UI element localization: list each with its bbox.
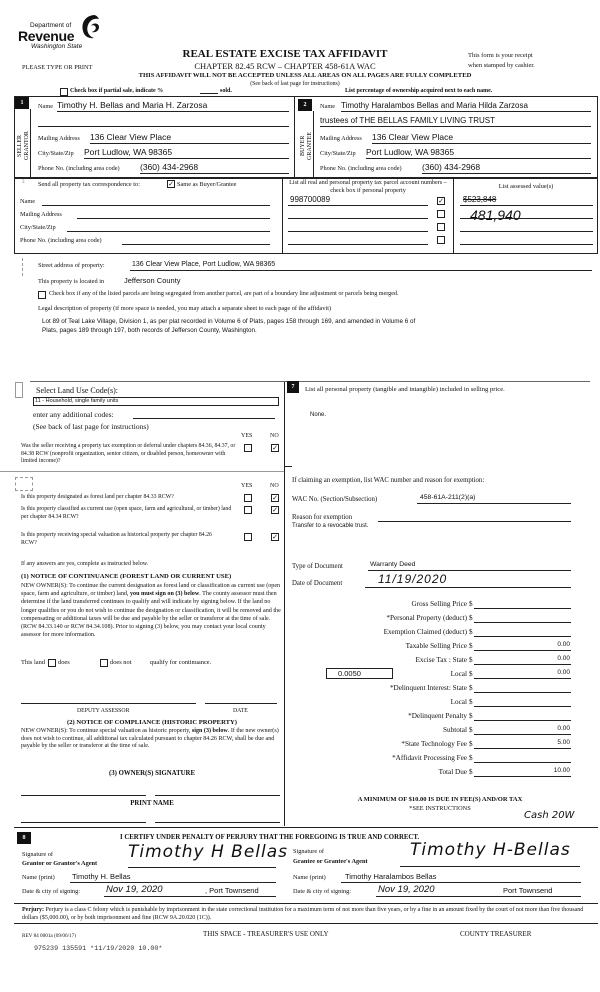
seller-city-label: City/State/Zip: [38, 150, 74, 157]
section-2-badge: 2: [298, 99, 312, 111]
tax-field-tech-fee[interactable]: [474, 748, 571, 749]
section-5-top-rule: [30, 381, 284, 382]
tax-label-affidavit-fee: *Affidavit Processing Fee: [392, 754, 467, 762]
grantor-name-label: Name (print): [22, 874, 55, 881]
parcel-column-divider: [282, 178, 283, 254]
tax-field-exemption[interactable]: [474, 636, 571, 637]
owner-signature-field-2[interactable]: [155, 795, 280, 796]
personal-property-value[interactable]: None.: [310, 412, 327, 418]
section-7-badge: 7: [287, 381, 299, 393]
dor-swirl-logo-icon: [80, 14, 102, 40]
seller-address-label: Mailing Address: [38, 135, 80, 142]
dor-logo: [18, 10, 98, 50]
receipt-stamp: 975239 135591 *11/19/2020 10.00*: [34, 945, 163, 953]
exemption-yes-checkbox[interactable]: [244, 444, 252, 452]
dollar-sign: $: [469, 754, 473, 762]
dollar-sign: $: [469, 600, 473, 608]
reason-line: [378, 521, 571, 522]
print-name-field-2[interactable]: [155, 822, 280, 823]
buyer-phone-label: Phone No. (including area code): [320, 165, 402, 172]
tax-field-affidavit-fee[interactable]: [474, 762, 571, 763]
doc-date-line: [365, 587, 571, 588]
owner-signature-field-1[interactable]: [21, 795, 146, 796]
additional-codes-label: enter any additional codes:: [33, 410, 114, 419]
if-yes-note: If any answers are yes, complete as instructed below.: [21, 561, 149, 567]
local-rate-value: 0.0050: [338, 669, 361, 678]
this-land-label: This land: [21, 659, 45, 666]
partial-sale-label: Check box if partial sale, indicate %: [70, 88, 164, 94]
buyer-name-line: [341, 111, 591, 112]
logo-line2: Revenue: [18, 28, 75, 44]
section-1-badge: 1: [15, 97, 29, 109]
qualify-label: qualify for continuance.: [150, 659, 212, 666]
parcel-account-3[interactable]: [288, 231, 428, 232]
tax-value-taxable: 0.00: [557, 641, 570, 648]
buyer-address-line: [372, 143, 591, 144]
tax-value-tech-fee: 5.00: [557, 739, 570, 746]
additional-codes-field[interactable]: [133, 418, 275, 419]
yes-header-5: YES: [241, 433, 253, 439]
dollar-sign: $: [469, 614, 473, 622]
handwritten-cash-note: Cash 20W: [524, 810, 575, 821]
historic-question: Is this property receiving special valuation as historical property per chapter 84.26 RCW?: [21, 532, 212, 546]
tax-label-subtotal: Subtotal: [443, 726, 467, 734]
section-5-6-right-border: [284, 381, 285, 826]
section-6-margin-box: [15, 477, 33, 491]
county-label: This property is located in: [38, 278, 105, 285]
doc-type-value[interactable]: Warranty Deed: [370, 561, 416, 568]
grantor-date-label: Date & city of signing:: [22, 888, 81, 895]
grantor-name-line: [70, 882, 276, 883]
grantee-label: GRANTEE: [307, 132, 313, 160]
compliance-text-b: . If the new owner(s) does not wish to continue, all additional tax calculated pursuant to chapter 84.26 RCW, shall be due and payable by the seller or transferor at the time of sale.: [21, 728, 279, 750]
continuance-text: [21, 582, 283, 639]
buyer-phone-value[interactable]: (360) 434-2968: [422, 162, 481, 172]
assessed-value-2[interactable]: 481,940: [470, 207, 521, 223]
minimum-due-note: A MINIMUM OF $10.00 IS DUE IN FEE(S) AND/OR TAX: [357, 796, 523, 803]
tax-field-excise-state[interactable]: [474, 664, 571, 665]
dollar-sign: $: [469, 642, 473, 650]
wac-value[interactable]: 458-61A-211(2)(a): [420, 494, 476, 501]
grantee-sig-label-2: Grantee or Grantee's Agent: [293, 858, 368, 865]
dollar-sign: $: [469, 684, 473, 692]
personal-property-label: List all personal property (tangible and intangible) included in selling price.: [305, 386, 505, 393]
logo-line1: Department of: [30, 22, 72, 29]
assessed-line-1: [460, 205, 593, 206]
continuance-bold: you must sign on (3) below: [129, 591, 200, 598]
segregated-label: Check box if any of the listed parcels are being segregated from another parcel, are part of a boundary line adjustment or parcels being merged.: [49, 291, 399, 297]
tax-label-excise-local: Local: [450, 670, 467, 678]
same-as-buyer-checkbox[interactable]: ✓: [168, 180, 174, 188]
parcel-header: List all real and personal property tax parcel account numbers – check box if personal property: [289, 179, 447, 194]
continuance-text-b: . The county assessor must then determine if the land transferred continues to qualify and will indicate by signing below. If the land no longer qualifies or you do not wish to continue the designation or classification, it will be removed and the compensating or additional taxes will be due and payable by the seller or transferor at the time of sale. (RCW 84.33.140 or RCW 84.34.108). Prior to signing (3) below, you may contact your local county assessor for more information.: [21, 591, 281, 639]
dollar-sign: $: [469, 726, 473, 734]
doc-type-line: [368, 570, 571, 571]
legal-label: Legal description of property (if more space is needed, you may attach a separate sheet to each page of the affidavit): [38, 305, 332, 312]
parcel-personal-checkbox-2[interactable]: [437, 210, 445, 218]
form-title: REAL ESTATE EXCISE TAX AFFIDAVIT: [182, 48, 388, 60]
parcel-account-2[interactable]: [288, 218, 428, 219]
buyer-address-value[interactable]: 136 Clear View Place: [372, 132, 454, 142]
continuance-title: (1) NOTICE OF CONTINUANCE (FOREST LAND OR CURRENT USE): [21, 573, 232, 580]
print-name-field-1[interactable]: [21, 822, 146, 823]
parcel-personal-checkbox-4[interactable]: [437, 236, 445, 244]
dollar-sign: $: [469, 628, 473, 636]
correspondence-label: Send all property tax correspondence to:: [38, 181, 140, 188]
grantor-city-value[interactable]: , Port Townsend: [205, 886, 259, 895]
assessed-value-3[interactable]: [460, 231, 593, 232]
correspondence-address-field[interactable]: [77, 218, 270, 219]
buyer-city-line: [366, 158, 591, 159]
correspondence-name-field[interactable]: [42, 205, 270, 206]
seller-phone-line: [140, 173, 289, 174]
continuance-text-a: NEW OWNER(S): To continue the current designation as forest land or classification as current use (open space, farm and agriculture, or timber) land,: [21, 583, 281, 598]
buyer-name-value[interactable]: Timothy Haralambos Bellas and Maria Hilda Zarzosa: [341, 101, 528, 110]
deputy-assessor-label: DEPUTY ASSESSOR: [77, 708, 130, 714]
forest-land-yes-checkbox[interactable]: [244, 494, 252, 502]
grantee-date-line: [376, 896, 581, 897]
grantee-city-value[interactable]: Port Townsend: [503, 886, 553, 895]
exemption-heading: If claiming an exemption, list WAC number and reason for exemption:: [292, 477, 485, 484]
dollar-sign: $: [469, 698, 473, 706]
compliance-bold: sign (3) below: [191, 728, 228, 734]
form-subtitle: CHAPTER 82.45 RCW – CHAPTER 458-61A WAC: [194, 61, 376, 71]
seller-city-line: [84, 158, 289, 159]
exemption-question: Was the seller receiving a property tax exemption or deferral under chapters 84.36, 84.37, or 84.38 RCW (nonprofit organization, senior citizen, or disabled person, homeowner with limited income)?: [21, 443, 236, 464]
street-label: Street address of property:: [38, 262, 105, 269]
receipt-note-2: when stamped by cashier.: [468, 62, 535, 69]
does-label: does: [58, 659, 70, 666]
dollar-sign: $: [469, 740, 473, 748]
legal-description-line1[interactable]: Lot 89 of Teal Lake Village, Division 1, as per plat recorded in Volume 6 of Plats, pages 158 through 169, and amended in Volume 6 of: [42, 318, 416, 325]
grantee-signature-line: [400, 866, 580, 867]
assessed-line-2: [460, 218, 593, 219]
deputy-assessor-signature-field[interactable]: [21, 703, 196, 704]
correspondence-phone-field[interactable]: [122, 244, 270, 245]
tax-label-total: Total Due: [438, 768, 467, 776]
tax-field-taxable[interactable]: [474, 650, 571, 651]
tax-value-excise-local: 0.00: [557, 669, 570, 676]
section-8-top-rule: [14, 827, 598, 828]
perjury-bold: Perjury:: [22, 907, 44, 913]
seller-address-line: [90, 143, 289, 144]
parcel-line-1: [288, 205, 428, 206]
grantor-sig-label-1: Signature of: [22, 851, 53, 858]
street-line: [130, 270, 592, 271]
compliance-text: [21, 728, 283, 751]
buyer-name2-line: [320, 126, 591, 127]
parcel-personal-checkbox-1[interactable]: ✓: [438, 197, 444, 205]
section-divider: [294, 96, 295, 178]
current-use-yes-checkbox[interactable]: [244, 506, 252, 514]
treasurer-space: THIS SPACE - TREASURER'S USE ONLY: [203, 930, 329, 938]
grantee-date-label: Date & city of signing:: [293, 888, 352, 895]
correspondence-address-label: Mailing Address: [20, 211, 62, 218]
no-header-5: NO: [270, 433, 279, 439]
form-revision: REV 84 0001a (09/06/17): [22, 933, 76, 939]
assessor-date-label: DATE: [233, 708, 248, 714]
section-8-badge: 8: [17, 832, 31, 844]
buyer-address-label: Mailing Address: [320, 135, 362, 142]
perjury-bottom-rule: [14, 923, 598, 924]
does-checkbox[interactable]: [48, 659, 56, 667]
grantee-name-label: Name (print): [293, 874, 326, 881]
partial-sale-checkbox[interactable]: [60, 88, 68, 96]
wac-line: [417, 503, 571, 504]
ownership-note: List percentage of ownership acquired next to each name.: [345, 88, 493, 94]
correspondence-city-label: City/State/Zip: [20, 224, 56, 231]
grantor-signature[interactable]: Timothy H Bellas: [128, 842, 289, 862]
doc-type-label: Type of Document: [292, 563, 343, 570]
tax-label-excise-state: Excise Tax : State: [415, 656, 467, 664]
tax-value-total: 10.00: [553, 767, 570, 774]
tax-label-delinq-state: *Delinquent Interest: State: [389, 684, 467, 692]
correspondence-name-label: Name: [20, 198, 36, 205]
partial-sale-percent-field[interactable]: [200, 93, 218, 94]
forest-land-no-checkbox[interactable]: ✓: [272, 494, 278, 502]
historic-no-checkbox[interactable]: ✓: [272, 533, 278, 541]
section-3-badge: 3: [22, 180, 25, 185]
land-use-label: Select Land Use Code(s):: [36, 386, 118, 395]
tax-field-subtotal[interactable]: [474, 734, 571, 735]
tax-field-excise-local[interactable]: [474, 678, 571, 679]
correspondence-phone-label: Phone No. (including area code): [20, 237, 102, 244]
tax-label-tech-fee: *State Technology Fee: [401, 740, 467, 748]
parcel-personal-checkbox-3[interactable]: [437, 223, 445, 231]
parcel-account-1[interactable]: 998700089: [290, 195, 331, 204]
perjury-text: Perjury is a class C felony which is punishable by imprisonment in the state correctional institution for a maximum term of not more than five years, or by a fine in an amount fixed by the court of not more than five thousand dollars ($5,000.00), or by both imprisonment and fine (RCW 9A.20.020 (1C)).: [22, 907, 584, 921]
doc-date-value[interactable]: 11/19/2020: [378, 572, 448, 586]
buyer-name-label: Name: [320, 103, 336, 110]
current-use-no-checkbox[interactable]: ✓: [272, 506, 278, 514]
tax-label-taxable: Taxable Selling Price: [405, 642, 467, 650]
see-back-note: (See back of last page for instructions): [250, 81, 340, 87]
tax-label-personal: *Personal Property (deduct): [386, 614, 467, 622]
yes-header-6: YES: [241, 483, 253, 489]
historic-yes-checkbox[interactable]: [244, 533, 252, 541]
assessed-value-4[interactable]: [460, 244, 593, 245]
seller-city-value[interactable]: Port Ludlow, WA 98365: [84, 147, 173, 157]
section-5-margin-box: [15, 382, 23, 398]
partial-sale-suffix: sold.: [220, 88, 232, 94]
buyer-name2-value[interactable]: trustees of THE BELLAS FAMILY LIVING TRUST: [320, 116, 496, 125]
tax-label-delinq-local: Local: [450, 698, 467, 706]
county-treasurer: COUNTY TREASURER: [460, 930, 532, 938]
buyer-city-label: City/State/Zip: [320, 150, 356, 157]
see-instructions-note: *SEE INSTRUCTIONS: [409, 805, 471, 812]
seller-side-label: [17, 124, 29, 168]
tax-label-penalty: *Delinquent Penalty: [408, 712, 467, 720]
buyer-label: BUYER: [300, 135, 306, 157]
please-type-or-print: PLEASE TYPE OR PRINT: [22, 64, 93, 71]
owner-signature-label: (3) OWNER(S) SIGNATURE: [109, 770, 195, 777]
same-as-buyer-label: Same as Buyer/Grantee: [177, 181, 237, 188]
buyer-phone-line: [422, 173, 591, 174]
forest-land-question: Is this property designated as forest land per chapter 84.33 RCW?: [21, 494, 174, 500]
buyer-city-value[interactable]: Port Ludlow, WA 98365: [366, 147, 455, 157]
dollar-sign: $: [469, 712, 473, 720]
correspondence-city-field[interactable]: [67, 231, 270, 232]
tax-field-delinq-state[interactable]: [474, 692, 571, 693]
parcel-account-4[interactable]: [288, 244, 428, 245]
exemption-no-checkbox[interactable]: ✓: [272, 444, 278, 452]
perjury-notice: [22, 906, 594, 922]
dollar-sign: $: [469, 670, 473, 678]
section-6-top-rule: [0, 471, 284, 472]
completion-warning: THIS AFFIDAVIT WILL NOT BE ACCEPTED UNLESS ALL AREAS ON ALL PAGES ARE FULLY COMPLETED: [138, 72, 472, 79]
certification-title: I CERTIFY UNDER PENALTY OF PERJURY THAT THE FOREGOING IS TRUE AND CORRECT.: [120, 834, 420, 841]
reason-value[interactable]: Transfer to a revocable trust.: [292, 523, 369, 529]
grantee-name-line: [341, 882, 581, 883]
tax-field-penalty[interactable]: [474, 720, 571, 721]
grantee-signature[interactable]: Timothy H-Bellas: [410, 840, 571, 860]
tax-label-gross: Gross Selling Price: [411, 600, 467, 608]
does-not-label: does not: [110, 659, 132, 666]
grantee-sig-label-1: Signature of: [293, 848, 324, 855]
assessed-value-1[interactable]: $523,848: [463, 195, 497, 204]
perjury-top-rule: [14, 903, 598, 904]
dollar-sign: $: [469, 656, 473, 664]
seller-name2-field[interactable]: [38, 126, 289, 127]
logo-line3: Washington State: [31, 43, 83, 50]
section-4-margin-mark: [22, 258, 23, 276]
does-not-checkbox[interactable]: [100, 659, 108, 667]
seller-label: SELLER: [17, 135, 23, 157]
grantor-label: GRANTOR: [24, 131, 30, 161]
receipt-note-1: This form is your receipt: [468, 52, 533, 59]
grantee-name-value[interactable]: Timothy Haralambos Bellas: [345, 872, 437, 881]
reason-label: Reason for exemption: [292, 514, 353, 521]
grantor-date-line: [104, 896, 276, 897]
grantor-date-value[interactable]: Nov 19, 2020: [106, 884, 163, 895]
assessed-header: List assessed value(s): [498, 183, 554, 190]
seller-name-line: [57, 111, 289, 112]
legal-description-line2[interactable]: Plats, pages 189 through 197, both records of Jefferson County, Washington.: [42, 327, 257, 334]
exemption-top-rule: [284, 466, 292, 467]
dollar-sign: $: [469, 768, 473, 776]
seller-name-label: Name: [38, 103, 54, 110]
no-header-6: NO: [270, 483, 279, 489]
seller-phone-label: Phone No. (including area code): [38, 165, 120, 172]
section-7-top-rule: [284, 381, 590, 382]
compliance-text-a: NEW OWNER(S): To continue special valuation as historic property,: [21, 728, 191, 734]
buyer-side-label: [300, 124, 312, 168]
grantee-date-value[interactable]: Nov 19, 2020: [378, 884, 435, 895]
tax-value-excise-state: 0.00: [557, 655, 570, 662]
county-value[interactable]: Jefferson County: [124, 276, 181, 285]
print-name-label: PRINT NAME: [130, 800, 174, 807]
tax-value-subtotal: 0.00: [557, 725, 570, 732]
seller-address-value[interactable]: 136 Clear View Place: [90, 132, 172, 142]
doc-date-label: Date of Document: [292, 580, 343, 587]
compliance-title: (2) NOTICE OF COMPLIANCE (HISTORIC PROPERTY): [67, 719, 237, 726]
tax-label-exemption: Exemption Claimed (deduct): [383, 628, 467, 636]
street-value[interactable]: 136 Clear View Place, Port Ludlow, WA 98365: [132, 261, 276, 268]
assessor-date-field[interactable]: [205, 703, 277, 704]
wac-label: WAC No. (Section/Subsection): [292, 496, 378, 503]
seller-name-value[interactable]: Timothy H. Bellas and Maria H. Zarzosa: [57, 100, 208, 110]
tax-field-gross[interactable]: [474, 608, 571, 609]
current-use-question: Is this property classified as current use (open space, farm and agricultural, or timber) land per chapter 84.34 RCW?: [21, 506, 232, 520]
tax-field-personal[interactable]: [474, 622, 571, 623]
segregated-checkbox[interactable]: [38, 291, 46, 299]
land-use-instructions: (See back of last page for instructions): [33, 422, 149, 431]
grantor-sig-label-2: Grantor or Grantor's Agent: [22, 860, 98, 867]
grantor-signature-line: [128, 867, 276, 868]
seller-phone-value[interactable]: (360) 434-2968: [140, 162, 199, 172]
grantor-name-value[interactable]: Timothy H. Bellas: [72, 872, 131, 881]
land-use-value: 11 - Household, single family units: [35, 398, 119, 404]
tax-field-total[interactable]: [474, 776, 571, 777]
tax-field-delinq-local[interactable]: [474, 706, 571, 707]
